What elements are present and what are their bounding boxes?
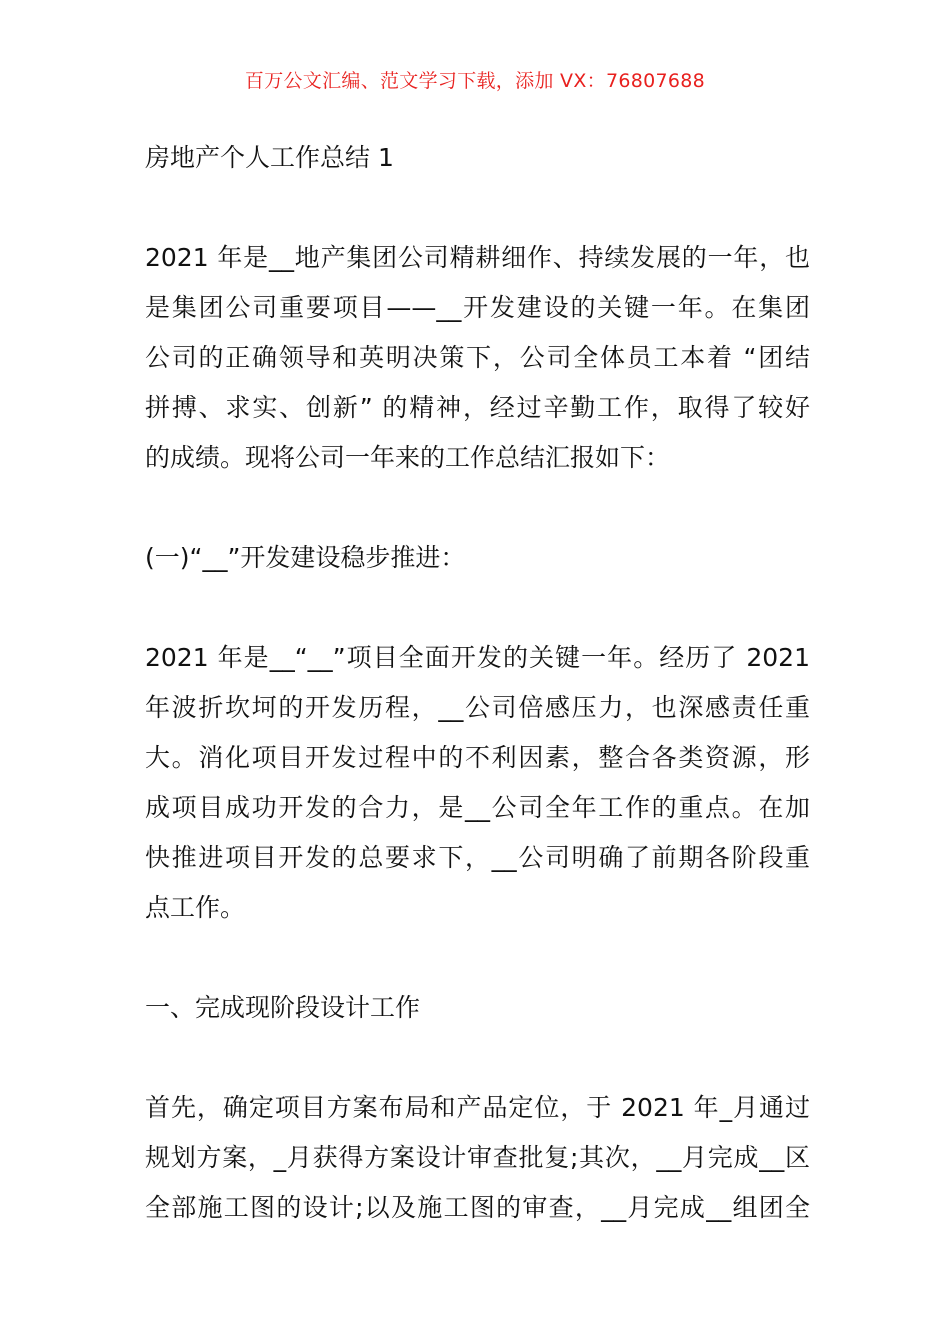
- paragraph-line: 首先，确定项目方案布局和产品定位，于 2021 年_月通过: [145, 1093, 810, 1122]
- intro-paragraph: [145, 233, 810, 483]
- design-paragraph: [145, 1083, 810, 1233]
- paragraph-line: 规划方案，_月获得方案设计审查批复;其次，__月完成__区: [145, 1143, 810, 1172]
- paragraph-gap: [145, 183, 810, 233]
- paragraph-line: 大。消化项目开发过程中的不利因素，整合各类资源，形: [145, 743, 810, 772]
- document-body: [145, 133, 810, 1233]
- paragraph-line: 拼搏、求实、创新” 的精神，经过辛勤工作，取得了较好: [145, 393, 810, 422]
- subheading: 一、完成现阶段设计工作: [145, 993, 421, 1022]
- section-paragraph: [145, 633, 810, 933]
- paragraph-line: 全部施工图的设计;以及施工图的审查，__月完成__组团全: [145, 1193, 810, 1222]
- paragraph-line: 2021 年是__地产集团公司精耕细作、持续发展的一年，也: [145, 243, 810, 272]
- paragraph-line: 公司的正确领导和英明决策下，公司全体员工本着 “团结: [145, 343, 810, 372]
- watermark-header: 百万公文汇编、范文学习下载，添加 VX：76807688: [244, 70, 706, 92]
- paragraph-gap: [145, 583, 810, 633]
- paragraph-line: 快推进项目开发的总要求下，__公司明确了前期各阶段重: [145, 843, 810, 872]
- paragraph-gap: [145, 483, 810, 533]
- paragraph-line: 是集团公司重要项目——__开发建设的关键一年。在集团: [145, 293, 810, 322]
- paragraph-line: 年波折坎坷的开发历程，__公司倍感压力，也深感责任重: [145, 693, 810, 722]
- document-title: 房地产个人工作总结 1: [145, 143, 394, 172]
- paragraph-line: 点工作。: [145, 893, 246, 922]
- paragraph-line: 成项目成功开发的合力，是__公司全年工作的重点。在加: [145, 793, 810, 822]
- section-heading: (一)“__”开发建设稳步推进：: [145, 543, 466, 572]
- paragraph-line: 2021 年是__“__”项目全面开发的关键一年。经历了 2021: [145, 643, 810, 672]
- paragraph-line: 的成绩。现将公司一年来的工作总结汇报如下：: [145, 443, 671, 472]
- paragraph-gap: [145, 1033, 810, 1083]
- paragraph-gap: [145, 933, 810, 983]
